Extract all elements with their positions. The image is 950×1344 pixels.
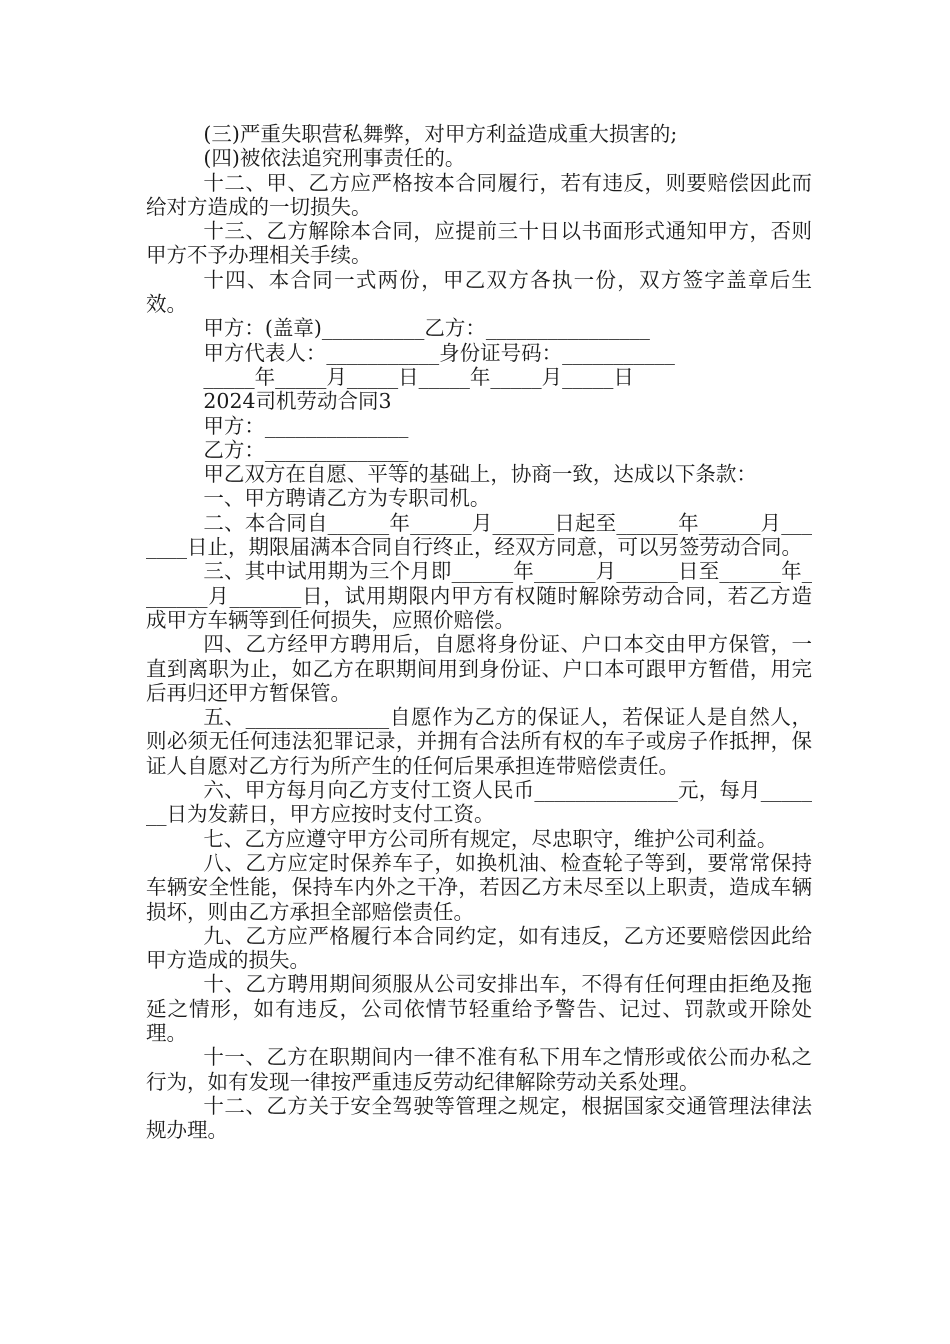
signature-date-line: _____年_____月_____日_____年_____月_____日 (203, 364, 634, 389)
party-b-line: 乙方：______________ (203, 437, 409, 462)
preamble: 甲乙双方在自愿、平等的基础上，协商一致，达成以下条款： (203, 462, 757, 487)
term-7: 七、乙方应遵守甲方公司所有规定，尽忠职守，维护公司利益。 (203, 826, 778, 851)
signature-party-line: 甲方：(盖章)__________乙方：________________ (203, 316, 650, 341)
clause-3: (三)严重失职营私舞弊，对甲方利益造成重大损害的; (203, 122, 678, 146)
term-4: 四、乙方经甲方聘用后，自愿将身份证、户口本交由甲方保管，一直到离职为止，如乙方在职期间用到身份证、户口本可跟甲方暂借，用完后再归还甲方暂保管。 (146, 632, 812, 705)
term-12: 十二、乙方关于安全驾驶等管理之规定，根据国家交通管理法律法规办理。 (146, 1093, 812, 1143)
clause-12: 十二、甲、乙方应严格按本合同履行，若有违反，则要赔偿因此而给对方造成的一切损失。 (146, 170, 812, 219)
clause-14: 十四、本合同一式两份，甲乙双方各执一份，双方签字盖章后生效。 (146, 267, 812, 317)
term-8: 八、乙方应定时保养车子，如换机油、检查轮子等到，要常常保持车辆安全性能，保持车内外之干净，若因乙方未尽至以上职责，造成车辆损坏，则由乙方承担全部赔偿责任。 (146, 850, 812, 924)
term-10: 十、乙方聘用期间须服从公司安排出车，不得有任何理由拒绝及拖延之情形，如有违反，公司依情节轻重给予警告、记过、罚款或开除处理。 (146, 972, 812, 1045)
clause-13: 十三、乙方解除本合同，应提前三十日以书面形式通知甲方，否则甲方不予办理相关手续。 (146, 219, 812, 268)
clause-4: (四)被依法追究刑事责任的。 (203, 146, 466, 171)
term-5: 五、______________自愿作为乙方的保证人，若保证人是自然人，则必须无任何违法犯罪记录，并拥有合法所有权的车子或房子作抵押，保证人自愿对乙方行为所产生的任何后果承担连带赔偿责任。 (146, 705, 812, 778)
term-11: 十一、乙方在职期间内一律不准有私下用车之情形或依公而办私之行为，如有发现一律按严重违反劳动纪律解除劳动关系处理。 (146, 1045, 812, 1094)
contract-title: 2024司机劳动合同3 (203, 389, 392, 414)
document-page (146, 122, 812, 1142)
term-2: 二、本合同自______年______月______日起至______年______月_______日止，期限届满本合同自行终止，经双方同意，可以另签劳动合同。 (146, 510, 812, 560)
signature-representative-line: 甲方代表人：___________身份证号码：___________ (203, 340, 675, 365)
term-9: 九、乙方应严格履行本合同约定，如有违反，乙方还要赔偿因此给甲方造成的损失。 (146, 923, 812, 973)
term-1: 一、甲方聘请乙方为专职司机。 (203, 486, 491, 511)
party-a-line: 甲方：______________ (203, 413, 409, 438)
term-3: 三、其中试用期为三个月即______年______月______日至______年_______月_______日，试用期限内甲方有权随时解除劳动合同，若乙方造成甲方车辆等到任何损失，应照价赔偿。 (146, 559, 812, 632)
term-6: 六、甲方每月向乙方支付工资人民币______________元，每月_______日为发薪日，甲方应按时支付工资。 (146, 778, 812, 827)
